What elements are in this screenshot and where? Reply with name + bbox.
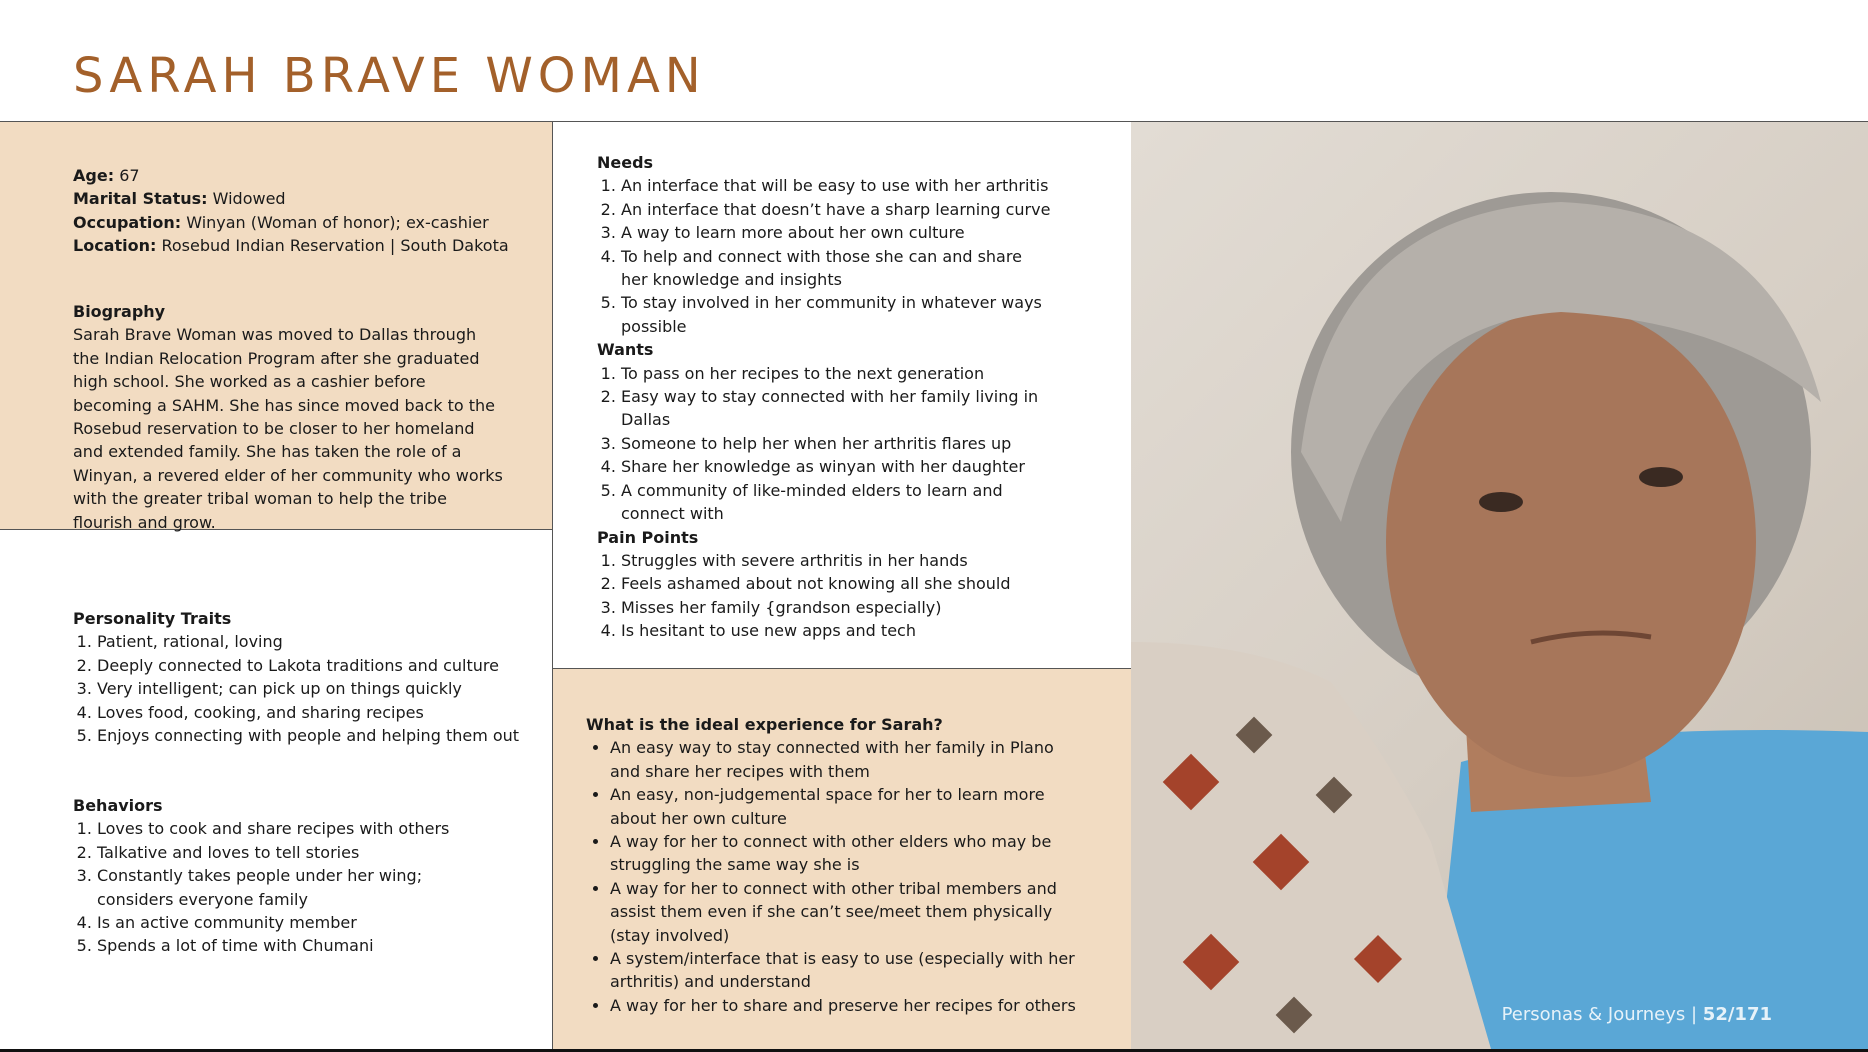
list-item: 3. Misses her family {grandson especially) — [621, 596, 1052, 619]
needs-heading: Needs — [597, 153, 654, 172]
list-item: 3. Someone to help her when her arthritis flares up — [621, 432, 1052, 455]
marital-value: Widowed — [212, 189, 286, 209]
column-divider — [552, 122, 553, 1050]
location-row — [73, 234, 533, 257]
needs-wants-pain-section — [597, 151, 1052, 643]
list-item: 1. Patient, rational, loving — [97, 630, 533, 653]
list-item: • An easy, non-judgemental space for her to learn more about her own culture — [610, 783, 1086, 830]
age-value: 67 — [119, 166, 140, 185]
list-item: 1. An interface that will be easy to use with her arthritis — [621, 174, 1052, 197]
list-item: 4. Is an active community member — [97, 911, 503, 934]
list-item: 2. Feels ashamed about not knowing all she should — [621, 572, 1052, 595]
profile-facts — [73, 164, 533, 258]
age-label: Age: — [73, 166, 115, 185]
list-item: 5. A community of like-minded elders to learn and connect with — [621, 479, 1052, 526]
list-item: • An easy way to stay connected with her family in Plano and share her recipes with them — [610, 736, 1086, 783]
biography-text: Sarah Brave Woman was moved to Dallas through the Indian Relocation Program after she graduated high school. She worked as a cashier before becoming a SAHM. She has since moved back to the Rosebud reservation to be closer to her homeland and extended family. She has taken the role of a Winyan, a revered elder of her community who works with the greater tribal woman to help the tribe flourish and grow. — [73, 325, 503, 532]
behaviors-heading: Behaviors — [73, 796, 163, 815]
wants-heading: Wants — [597, 340, 654, 360]
page-number: 52/171 — [1702, 1004, 1772, 1025]
list-item: • A system/interface that is easy to use (especially with her arthritis) and understand — [610, 947, 1086, 994]
needs-list — [597, 174, 1052, 338]
list-item: 5. To stay involved in her community in whatever ways possible — [621, 291, 1052, 338]
list-item: • A way for her to connect with other elders who may be struggling the same way she is — [610, 830, 1086, 877]
list-item: 2. Deeply connected to Lakota traditions and culture — [97, 654, 533, 677]
list-item: 5. Enjoys connecting with people and helping them out — [97, 724, 533, 747]
ideal-list — [586, 736, 1086, 1017]
list-item: 2. An interface that doesn’t have a sharp learning curve — [621, 198, 1052, 221]
location-label: Location: — [73, 236, 157, 256]
occupation-row — [73, 211, 533, 234]
occupation-label: Occupation: — [73, 212, 182, 232]
ideal-experience-section — [586, 713, 1086, 1017]
pain-points-heading: Pain Points — [597, 527, 699, 547]
persona-photo — [1131, 122, 1868, 1049]
list-item: 2. Easy way to stay connected with her family living in Dallas — [621, 385, 1052, 432]
list-item: 4. To help and connect with those she can and share her knowledge and insights — [621, 245, 1052, 292]
list-item: 1. To pass on her recipes to the next generation — [621, 362, 1052, 385]
marital-label: Marital Status: — [73, 189, 208, 209]
list-item: 3. A way to learn more about her own culture — [621, 221, 1052, 244]
footer-section: Personas & Journeys | — [1501, 1004, 1698, 1025]
biography-section — [73, 300, 505, 534]
list-item: 5. Spends a lot of time with Chumani — [97, 934, 503, 957]
marital-row — [73, 187, 533, 210]
personality-list — [73, 630, 533, 747]
list-item: 2. Talkative and loves to tell stories — [97, 841, 503, 864]
occupation-value: Winyan (Woman of honor); ex-cashier — [186, 212, 489, 232]
list-item: 4. Loves food, cooking, and sharing recipes — [97, 701, 533, 724]
age-row — [73, 164, 533, 187]
persona-portrait-icon — [1131, 122, 1868, 1049]
pain-points-list — [597, 549, 1052, 643]
behaviors-section — [73, 794, 503, 958]
list-item: 4. Share her knowledge as winyan with her daughter — [621, 455, 1052, 478]
location-value: Rosebud Indian Reservation | South Dakota — [161, 236, 509, 256]
persona-title: SARAH BRAVE WOMAN — [73, 48, 706, 104]
list-item: 3. Constantly takes people under her wing; considers everyone family — [97, 864, 503, 911]
list-item: 3. Very intelligent; can pick up on things quickly — [97, 677, 533, 700]
biography-heading: Biography — [73, 302, 166, 321]
ideal-heading: What is the ideal experience for Sarah? — [586, 715, 943, 734]
list-item: 4. Is hesitant to use new apps and tech — [621, 619, 1052, 642]
personality-section — [73, 607, 533, 747]
behaviors-list — [73, 817, 503, 957]
personality-heading: Personality Traits — [73, 609, 232, 628]
page-footer — [1502, 1004, 1772, 1025]
list-item: • A way for her to share and preserve her recipes for others — [610, 994, 1086, 1017]
list-item: • A way for her to connect with other tribal members and assist them even if she can’t see/meet them physically (stay involved) — [610, 877, 1086, 947]
list-item: 1. Struggles with severe arthritis in her hands — [621, 549, 1052, 572]
wants-list — [597, 362, 1052, 526]
list-item: 1. Loves to cook and share recipes with others — [97, 817, 503, 840]
